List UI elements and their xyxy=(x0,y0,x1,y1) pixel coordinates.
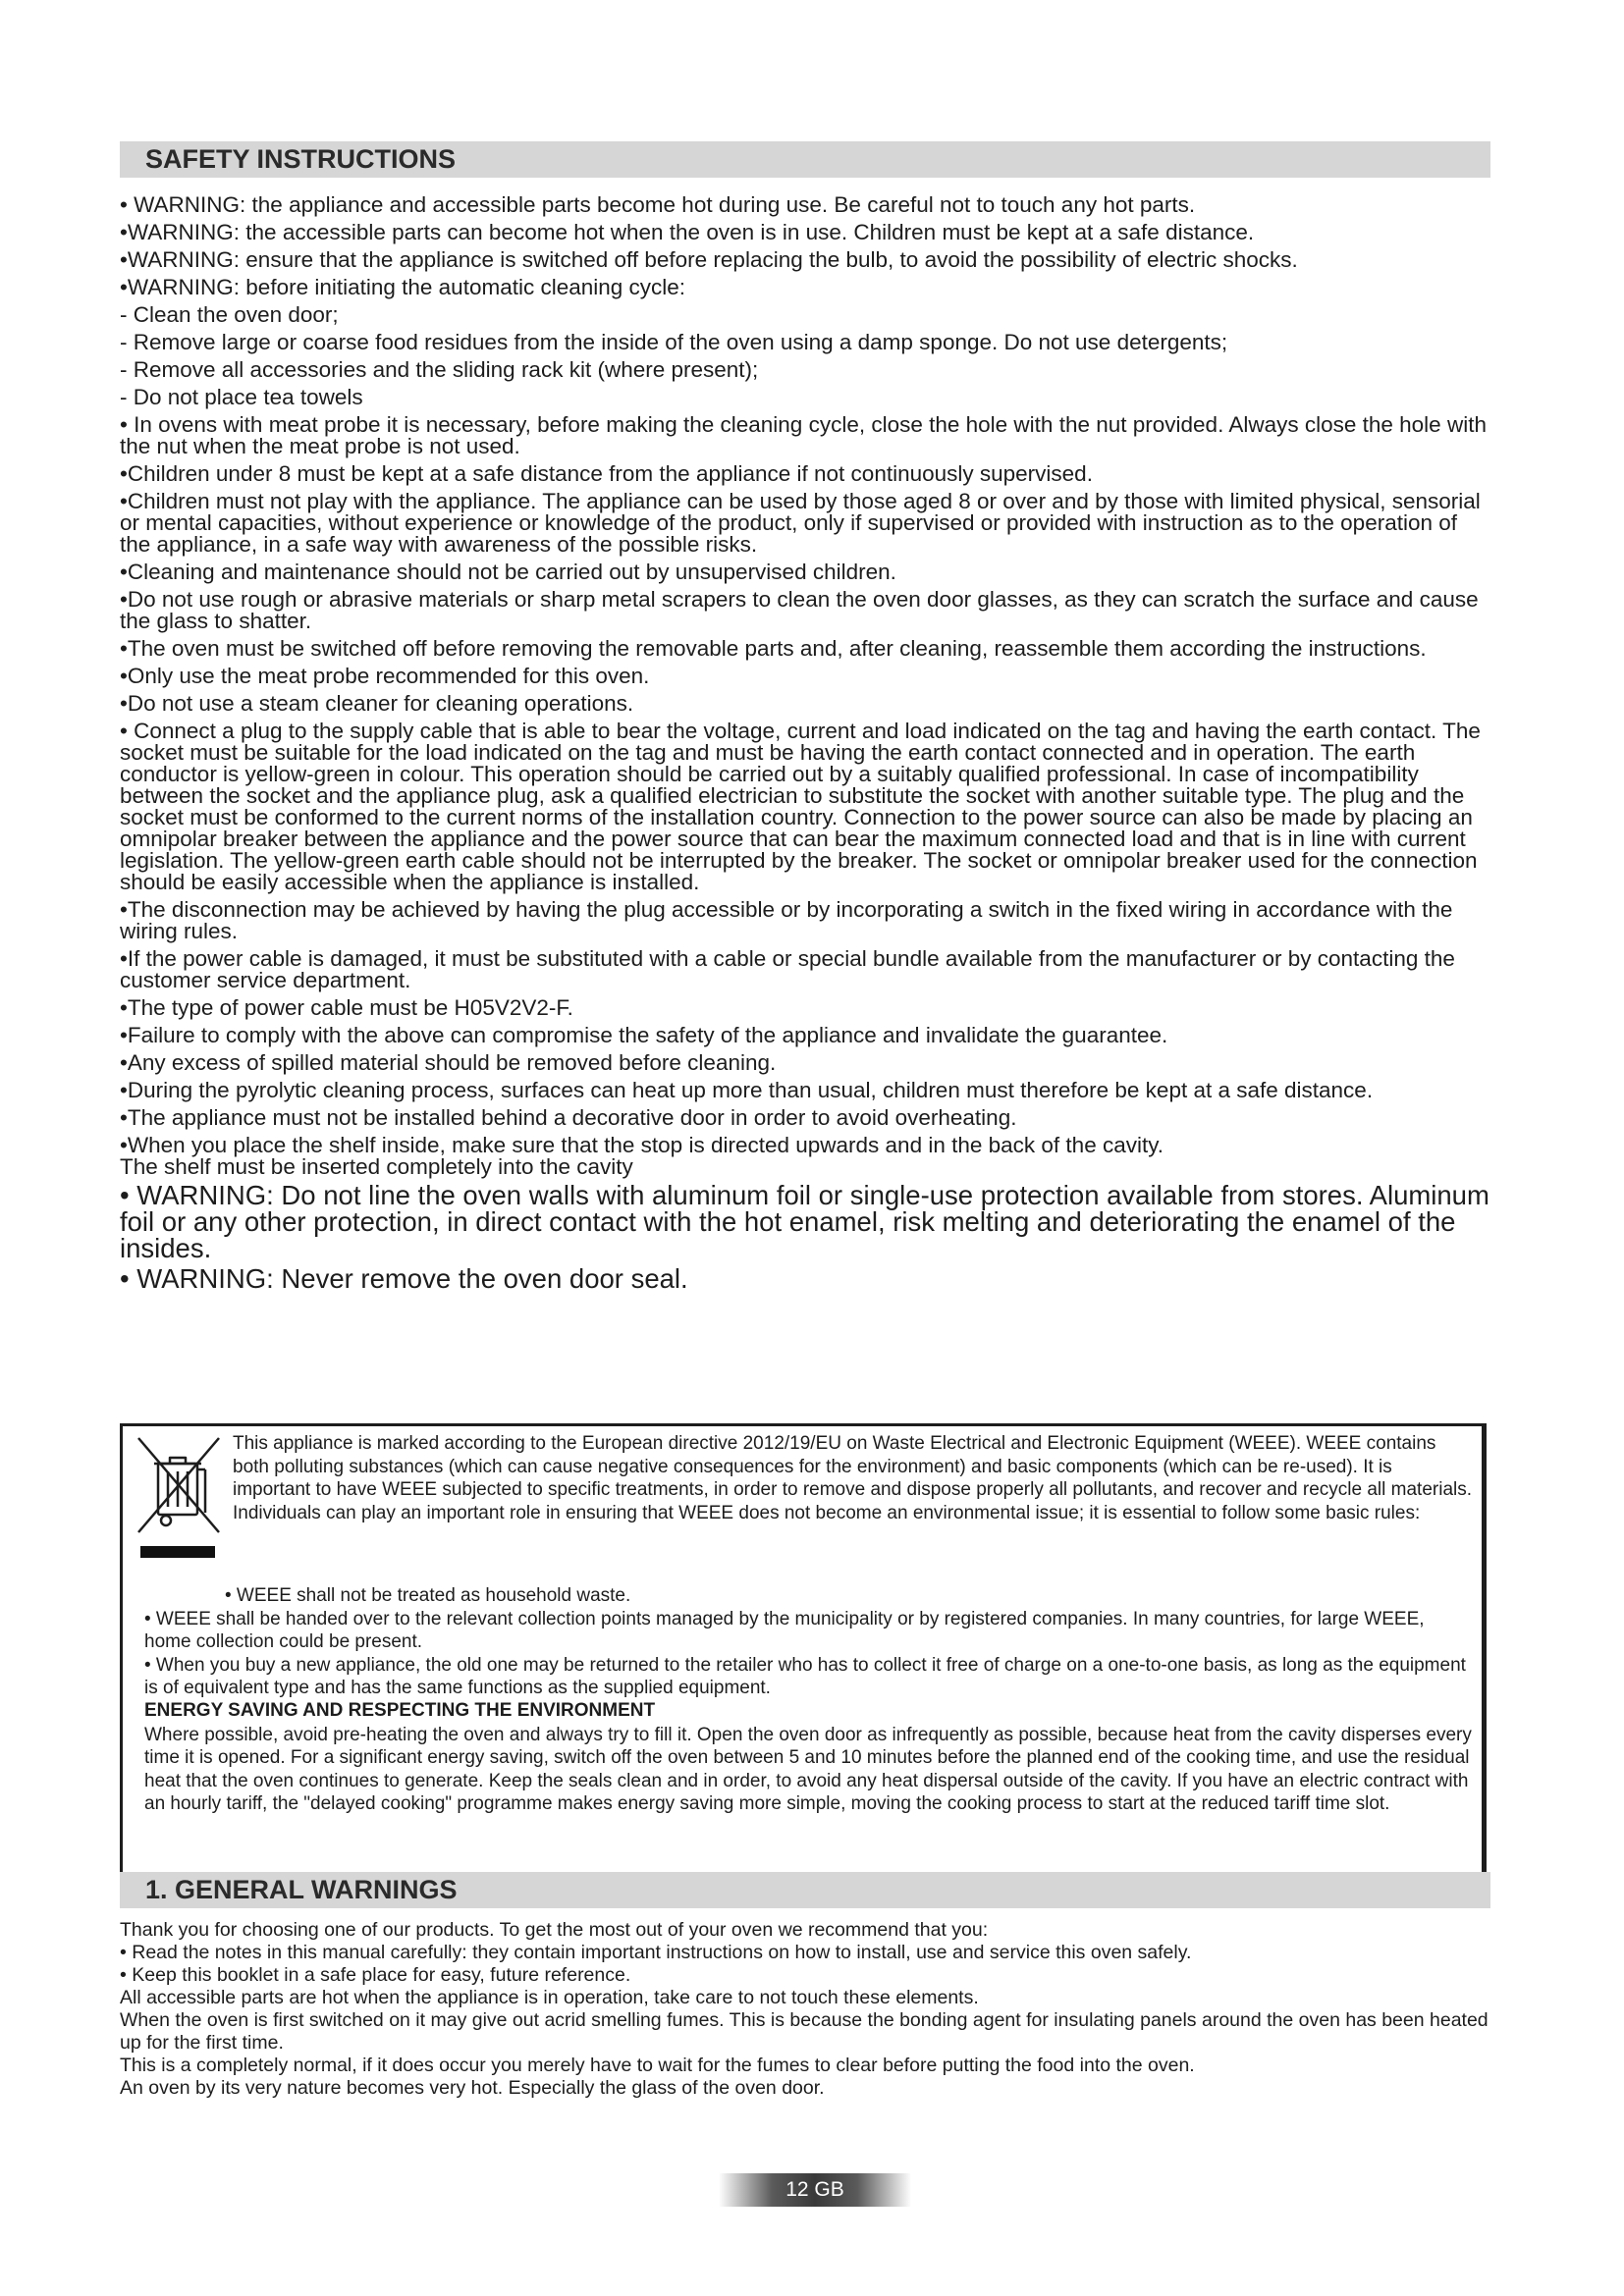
safety-paragraph: •The oven must be switched off before removing the removable parts and, after cleaning, reassemble them according the instructions. xyxy=(120,636,1427,661)
general-paragraph: • Read the notes in this manual carefully: they contain important instructions on how to install, use and service this oven safely. xyxy=(120,1942,1192,1963)
safety-warning-large: • WARNING: Never remove the oven door seal. xyxy=(120,1263,688,1294)
safety-paragraph: •During the pyrolytic cleaning process, surfaces can heat up more than usual, children must therefore be kept at a safe distance. xyxy=(120,1078,1374,1102)
general-warnings-header xyxy=(120,1872,1490,1908)
safety-paragraph: - Remove all accessories and the sliding rack kit (where present); xyxy=(120,357,759,382)
general-warnings-title: 1. GENERAL WARNINGS xyxy=(145,1875,458,1904)
safety-paragraph: • WARNING: the appliance and accessible parts become hot during use. Be careful not to touch any hot parts. xyxy=(120,192,1196,217)
weee-rule: • WEEE shall not be treated as household waste. xyxy=(225,1585,631,1606)
general-paragraph: All accessible parts are hot when the appliance is in operation, take care to not touch these elements. xyxy=(120,1987,979,2008)
safety-paragraph: •The type of power cable must be H05V2V2-F. xyxy=(120,995,573,1020)
safety-paragraph: •Children must not play with the appliance. The appliance can be used by those aged 8 or over and by those with limited physical, sensorial or mental capacities, without experience or knowledge of the product, only if supervised or provided with instruction as to the operation of the appliance, in a safe way with awareness of the possible risks. xyxy=(120,489,1481,557)
safety-paragraph: •Do not use a steam cleaner for cleaning operations. xyxy=(120,691,634,716)
page-number: 12 GB xyxy=(785,2178,844,2201)
general-paragraph: • Keep this booklet in a safe place for easy, future reference. xyxy=(120,1964,631,1986)
weee-rules xyxy=(144,1584,1472,1700)
general-warnings-body xyxy=(120,1919,1490,2100)
weee-rule: • WEEE shall be handed over to the relevant collection points managed by the municipality or by registered companies. In many countries, for large WEEE, home collection could be present. xyxy=(144,1608,1425,1652)
safety-paragraph: • Connect a plug to the supply cable that is able to bear the voltage, current and load indicated on the tag and having the earth contact. The socket must be suitable for the load indicated on the tag and must be having the earth contact connected and in operation. The earth conductor is yellow-green in colour. This operation should be carried out by a suitably qualified professional. In case of incompatibility between the socket and the appliance plug, ask a qualified electrician to substitute the socket with another suitable type. The plug and the socket must be conformed to the current norms of the installation country. Connection to the power source can also be made by placing an omnipolar breaker between the appliance and the power source that can bear the maximum connected load and that is in line with current legislation. The yellow-green earth cable should not be interrupted by the breaker. The socket or omnipolar breaker used for the connection should be easily accessible when the appliance is installed. xyxy=(120,719,1481,894)
general-paragraph: Thank you for choosing one of our products. To get the most out of your oven we recommend that you: xyxy=(120,1919,989,1941)
safety-instructions-title: SAFETY INSTRUCTIONS xyxy=(145,144,457,174)
general-paragraph: When the oven is first switched on it may give out acrid smelling fumes. This is because the bonding agent for insulating panels around the oven has been heated up for the first time. xyxy=(120,2009,1489,2054)
safety-paragraph: - Clean the oven door; xyxy=(120,302,339,327)
weee-rule: • When you buy a new appliance, the old one may be returned to the retailer who has to collect it free of charge on a one-to-one basis, as long as the equipment is of equivalent type and has the same functions as the supplied equipment. xyxy=(144,1654,1466,1698)
safety-paragraph: •Failure to comply with the above can compromise the safety of the appliance and invalidate the guarantee. xyxy=(120,1023,1168,1047)
crossed-out-wheelie-bin-icon xyxy=(135,1434,223,1540)
safety-paragraph: •The appliance must not be installed behind a decorative door in order to avoid overheating. xyxy=(120,1105,1017,1130)
weee-intro-text: This appliance is marked according to the European directive 2012/19/EU on Waste Electrical and Electronic Equipment (WEEE). WEEE contains both polluting substances (which can cause negative consequences for the environment) and basic components (which can be re-used). It is important to have WEEE subjected to specific treatments, in order to remove and dispose properly all pollutants, and recover and recycle all materials. Individuals can play an important role in ensuring that WEEE does not become an environmental issue; it is essential to follow some basic rules: xyxy=(233,1433,1473,1523)
safety-paragraph: - Do not place tea towels xyxy=(120,385,363,409)
safety-instructions-body xyxy=(120,188,1490,1292)
safety-paragraph: •Do not use rough or abrasive materials or sharp metal scrapers to clean the oven door glasses, as they can scratch the surface and cause the glass to shatter. xyxy=(120,587,1479,633)
safety-paragraph: •WARNING: the accessible parts can become hot when the oven is in use. Children must be kept at a safe distance. xyxy=(120,220,1255,244)
safety-paragraph: •WARNING: ensure that the appliance is switched off before replacing the bulb, to avoid the possibility of electric shocks. xyxy=(120,247,1298,272)
safety-paragraph: •Any excess of spilled material should be removed before cleaning. xyxy=(120,1050,777,1075)
general-paragraph: This is a completely normal, if it does occur you merely have to wait for the fumes to clear before putting the food into the oven. xyxy=(120,2055,1195,2076)
weee-intro xyxy=(233,1432,1472,1524)
weee-black-bar xyxy=(140,1546,215,1558)
safety-paragraph: •When you place the shelf inside, make sure that the stop is directed upwards and in the back of the cavity. xyxy=(120,1133,1164,1157)
page-number-badge xyxy=(719,2173,911,2207)
safety-paragraph: •If the power cable is damaged, it must be substituted with a cable or special bundle available from the manufacturer or by contacting the customer service department. xyxy=(120,946,1455,992)
safety-paragraph: •Only use the meat probe recommended for this oven. xyxy=(120,664,650,688)
safety-paragraph: The shelf must be inserted completely into the cavity xyxy=(120,1154,633,1179)
safety-paragraph: •The disconnection may be achieved by having the plug accessible or by incorporating a switch in the fixed wiring in accordance with the wiring rules. xyxy=(120,897,1453,943)
safety-instructions-header xyxy=(120,141,1490,178)
general-paragraph: An oven by its very nature becomes very hot. Especially the glass of the oven door. xyxy=(120,2077,825,2099)
safety-paragraph: • In ovens with meat probe it is necessary, before making the cleaning cycle, close the hole with the nut provided. Always close the hole with the nut when the meat probe is not used. xyxy=(120,412,1487,458)
safety-paragraph: •Cleaning and maintenance should not be carried out by unsupervised children. xyxy=(120,560,896,584)
safety-warning-large: • WARNING: Do not line the oven walls with aluminum foil or single-use protection available from stores. Aluminum foil or any other protection, in direct contact with the hot enamel, risk melting and deteriorating the enamel of the insides. xyxy=(120,1180,1489,1263)
safety-paragraph: •Children under 8 must be kept at a safe distance from the appliance if not continuously supervised. xyxy=(120,461,1093,486)
energy-saving-title: ENERGY SAVING AND RESPECTING THE ENVIRONMENT xyxy=(144,1700,656,1721)
energy-saving-text: Where possible, avoid pre-heating the oven and always try to fill it. Open the oven door as infrequently as possible, because heat from the cavity disperses every time it is opened. For a significant energy saving, switch off the oven between 5 and 10 minutes before the planned end of the cooking time, and use the residual heat that the oven continues to generate. Keep the seals clean and in order, to avoid any heat dispersal outside of the cavity. If you have an electric contract with an hourly tariff, the "delayed cooking" programme makes energy saving more simple, moving the cooking process to start at the reduced tariff time slot. xyxy=(144,1724,1472,1814)
energy-saving-section xyxy=(144,1699,1472,1816)
weee-info-box xyxy=(120,1423,1487,1902)
safety-paragraph: - Remove large or coarse food residues from the inside of the oven using a damp sponge. Do not use detergents; xyxy=(120,330,1228,354)
safety-paragraph: •WARNING: before initiating the automatic cleaning cycle: xyxy=(120,275,686,299)
